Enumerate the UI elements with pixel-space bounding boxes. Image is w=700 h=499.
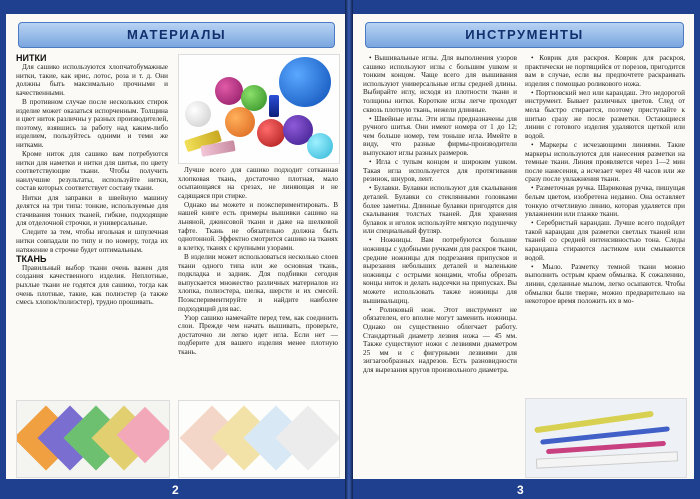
left-page-title: МАТЕРИАЛЫ xyxy=(18,22,335,48)
white-thread-ball xyxy=(185,101,211,127)
paragraph: • Роликовый нож. Этот инструмент не обязателен, его вполне могут заменить ножницы. Однако он существенно облегчает работу. Стандартный диаметр лезвия ножа — 45 мм. Также существуют ножи с лезвиями диаметром 25 мм и с фигурными лезвиями для зигзагообразных надрезов. Есть разновидности для вырезания кругов произвольного диаметра. xyxy=(363,305,517,374)
marking-tools-photo xyxy=(525,398,687,478)
right-page-title: ИНСТРУМЕНТЫ xyxy=(365,22,684,48)
fabric-swatches-photo xyxy=(16,400,170,478)
paragraph: Для сашико используются хлопчатобумажные нитки, такие, как ирис, лотос, роза и т. д. Они должны быть максимально прочными и качественными. xyxy=(16,63,168,97)
paragraph: Однако вы можете и поэкспериментировать. В нашей книге есть примеры вышивки сашико на льняной, джинсовой ткани и даже на шелковой тафте. Ткань не обязательно должна быть однотонной. Эффектно смотрится сашико на тканях в клетку, тканях с крупными узорами. xyxy=(178,200,338,252)
paragraph: • Портновский мел или карандаш. Это недорогой инструмент. Бывает различных цветов. След от мела быстро стирается, поэтому приступайте к шитью сразу же после разметки. Остающиеся линии с готового изделия удаляются щеткой или водой. xyxy=(525,88,685,140)
right-page xyxy=(353,14,694,497)
left-column-1 xyxy=(16,54,168,382)
paragraph: Следите за тем, чтобы игольная и шпулечная нитки совпадали по типу и по номеру, тогда их натяжение в строчке будет оптимальным. xyxy=(16,228,168,254)
heading-fabric: ТКАНЬ xyxy=(16,253,47,264)
magenta-thread-ball xyxy=(215,77,243,105)
paragraph: Правильный выбор ткани очень важен для создания качественного изделия. Неплотные, рыхлые ткани не годятся для сашико, тогда как очень плотные, такие, как полиэстер (а также смесь хлопок/полиэстер), трудно прошивать. xyxy=(16,263,168,307)
navy-thread-spool xyxy=(269,95,279,117)
right-page-number: 3 xyxy=(517,483,524,497)
right-column-1 xyxy=(363,54,517,476)
left-page-number: 2 xyxy=(172,483,179,497)
paragraph: • Вышивальные иглы. Для выполнения узоров сашико используют иглы с большим ушком и тонким концом. Чаще всего для вышивания используют универсальные иглы средней длины. Выбирайте иглу, исходя из плотности ткани и толщины нитки. Короткие иглы легче проходят сквозь плотную ткань, нежели длинные. xyxy=(363,54,517,114)
paragraph: • Коврик для раскроя. Коврик для раскроя, практически не портящийся от порезов, пригодится вам в случае, если вы предпочтете раскраивать изделия с помощью роликового ножа. xyxy=(525,54,685,88)
paragraph: Лучше всего для сашико подходит сотканная хлопковая ткань, достаточно плотная, мало осыпающаяся на срезах, не линяющая и не садящаяся при стирке. xyxy=(178,166,338,200)
paragraph: • Серебристый карандаш. Лучше всего подойдет такой карандаш для разметки светлых тканей или тканей со средней интенсивностью тона. Следы карандаша стираются ластиком или смываются водой. xyxy=(525,219,685,262)
threads-photo xyxy=(178,54,340,164)
left-column-2 xyxy=(178,166,338,396)
right-column-2 xyxy=(525,54,685,388)
book-spine xyxy=(345,0,353,499)
paragraph: • Мыло. Разметку темной ткани можно выполнить острым краем обмылка. К сожалению, линии, сделанные мылом, легко осыпаются. Чтобы обмылки были тверже, можно предварительно на некоторое время положить их в мо- xyxy=(525,262,685,306)
blue-thread-ball xyxy=(279,57,331,107)
paragraph: Кроме ниток для сашико вам потребуются нитки для наметки и нитки для шитья, по цвету соответствующие ткани. Чтобы получить наилучшие результаты, используйте нитки, состав которых соответствует составу ткани. xyxy=(16,150,168,193)
paragraph: В противном случае после нескольких стирок изделие может оказаться испорченным. Толщина и цвет ниток различны у разных производителей, поэтому, взявшись за работу над каким-либо изделием, пользуйтесь одними и теми же нитками. xyxy=(16,97,168,149)
red-thread-ball xyxy=(257,119,285,147)
paragraph: • Разметочная ручка. Шариковая ручка, пишущая белым цветом, изобретена недавно. Она оставляет тонкую отчетливую линию, которая удаляется при увлажнении или глажке ткани. xyxy=(525,184,685,219)
paragraph: • Ножницы. Вам потребуются большие ножницы с удобными ручками для раскроя ткани, средние ножницы для подрезания припусков и вырезания небольших деталей и маленькие ножницы с острыми концами, чтобы обрезать концы ниток и делать надсечки на припусках. Вы можете использовать также ножницы для вышивальщиц. xyxy=(363,236,517,305)
paragraph: В изделии может использоваться несколько слоев ткани одного типа или же основная ткань, подкладка и задник. Для подбивки сегодня выпускается множество различных материалов из хлопка, полиэстера, шелка, шерсти и их смесей. Поэкспериментируйте и найдите наиболее подходящий для вас. xyxy=(178,252,338,313)
orange-thread-ball xyxy=(225,107,255,137)
heading-threads: НИТКИ xyxy=(16,54,47,63)
paragraph: Узор сашико намечайте перед тем, как соединить слои. Прежде чем начать вышивать, проверьте, достаточно ли легко идет игла. Если нет — подберите для вашего изделия менее плотную ткань. xyxy=(178,313,338,356)
paragraph: Нитки для заправки в швейную машину делятся на три типа: тонкие, используемые для стачивания тонких тканей, гибкие, подходящие для отделочной строчки, и универсальные. xyxy=(16,193,168,228)
paragraph: • Игла с тупым концом и широким ушком. Такая игла используется для протягивания резинок, шнуров, лент. xyxy=(363,158,517,184)
paragraph: • Швейные иглы. Эти иглы предназначены для ручного шитья. Они имеют номера от 1 до 12; чем больше номер, тем тоньше игла. Имейте в виду, что разные фирмы-производители выпускают иглы разных размеров. xyxy=(363,114,517,158)
cyan-thread-ball xyxy=(307,133,333,159)
ruler xyxy=(536,451,678,468)
paragraph: • Маркеры с исчезающими линиями. Такие маркеры используются для нанесения разметки на темные ткани. Линия проявляется через 1—2 мин после нанесения, а исчезает через 48 часов или же сразу после увлажнения ткани. xyxy=(525,140,685,184)
paragraph: • Булавки. Булавки используют для скалывания деталей. Булавки со стеклянными головками более заметны. Длинные булавки пригодятся для скалывания толстых тканей. Для хранения булавок и иголок используйте мягкую подушечку или специальный футляр. xyxy=(363,184,517,236)
light-fabrics-photo xyxy=(178,400,340,478)
left-page xyxy=(6,14,345,497)
